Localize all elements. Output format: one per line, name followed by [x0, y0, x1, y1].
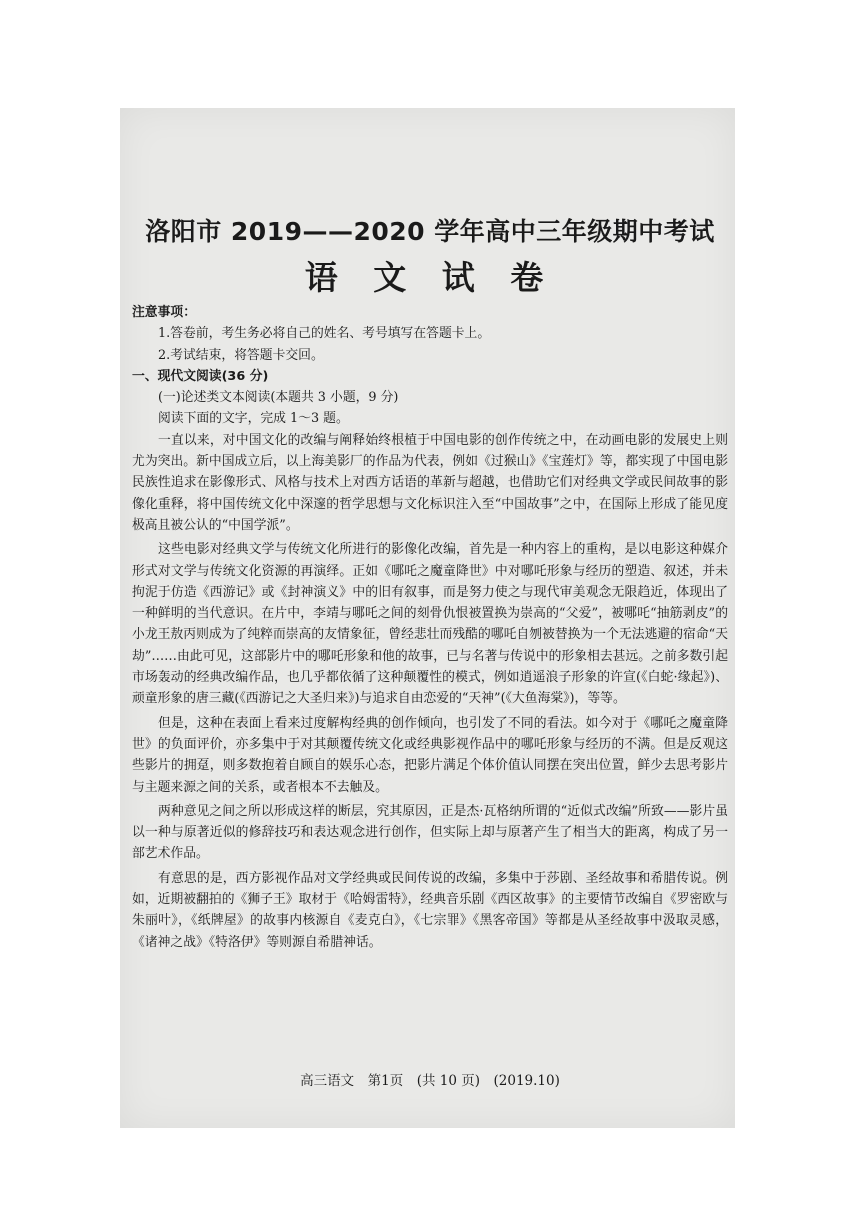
notice-title: 注意事项：	[132, 305, 196, 320]
exam-content	[132, 302, 728, 953]
section-subtitle: (一)论述类文本阅读(本题共 3 小题，9 分)	[158, 390, 399, 406]
passage-paragraph: 这些电影对经典文学与传统文化所进行的影像化改编，首先是一种内容上的重构，是以电影这种媒介形式对文学与传统文化资源的再演绎。正如《哪吒之魔童降世》中对哪吒形象与经历的塑造、叙述，并未拘泥于仿造《西游记》或《封神演义》中的旧有叙事，而是努力使之与现代审美观念无限趋近，体现出了一种鲜明的当代意识。在片中，李靖与哪吒之间的刻骨仇恨被置换为崇高的“父爱”，被哪吒“抽筋剥皮”的小龙王敖丙则成为了纯粹而崇高的友情象征，曾经悲壮而残酷的哪吒自刎被替换为一个无法逃避的宿命“天劫”……由此可见，这部影片中的哪吒形象和他的故事，已与名著与传说中的形象相去甚远。之前多数引起市场轰动的经典改编作品，也几乎都依循了这种颠覆性的模式，例如逍遥浪子形象的许宣(《白蛇·缘起》)、顽童形象的唐三藏(《西游记之大圣归来》)与追求自由恋爱的“天神”(《大鱼海棠》)，等等。	[132, 542, 728, 707]
notice-item: 1.答卷前，考生务必将自己的姓名、考号填写在答题卡上。	[158, 326, 491, 342]
exam-subtitle: 语 文 试 卷	[304, 258, 556, 297]
section-title: 一、现代文阅读(36 分)	[132, 368, 269, 384]
passage-paragraph: 但是，这种在表面上看来过度解构经典的创作倾向，也引发了不同的看法。如今对于《哪吒之魔童降世》的负面评价，亦多集中于对其颠覆传统文化或经典影视作品中的哪吒形象与经历的不满。但是反观这些影片的拥趸，则多数抱着自顾自的娱乐心态，把影片满足个体价值认同摆在突出位置，鲜少去思考影片与主题来源之间的关系，或者根本不去触及。	[132, 715, 728, 795]
page-footer: 高三语文 第1页 (共 10 页) (2019.10)	[300, 1073, 560, 1089]
reading-instruction: 阅读下面的文字，完成 1～3 题。	[158, 411, 349, 427]
passage-paragraph: 有意思的是，西方影视作品对文学经典或民间传说的改编，多集中于莎剧、圣经故事和希腊传说。例如，近期被翻拍的《狮子王》取材于《哈姆雷特》，经典音乐剧《西区故事》的主要情节改编自《罗密欧与朱丽叶》，《纸牌屋》的故事内核源自《麦克白》，《七宗罪》《黑客帝国》等都是从圣经故事中汲取灵感，《诸神之战》《特洛伊》等则源自希腊神话。	[132, 870, 728, 950]
passage-paragraph: 一直以来，对中国文化的改编与阐释始终根植于中国电影的创作传统之中，在动画电影的发展史上则尤为突出。新中国成立后，以上海美影厂的作品为代表，例如《过猴山》《宝莲灯》等，都实现了中国电影民族性追求在影像形式、风格与技术上对西方话语的革新与超越，也借助它们对经典文学或民间故事的影像化重释，将中国传统文化中深邃的哲学思想与文化标识注入至“中国故事”之中，在国际上形成了能见度极高且被公认的“中国学派”。	[132, 432, 728, 533]
passage-paragraph: 两种意见之间之所以形成这样的断层，究其原因，正是杰·瓦格纳所谓的“近似式改编”所致——影片虽以一种与原著近似的修辞技巧和表达观念进行创作，但实际上却与原著产生了相当大的距离，构成了另一部艺术作品。	[132, 803, 728, 862]
notice-item: 2.考试结束，将答题卡交回。	[158, 347, 324, 363]
exam-title: 洛阳市 2019——2020 学年高中三年级期中考试	[145, 217, 715, 246]
